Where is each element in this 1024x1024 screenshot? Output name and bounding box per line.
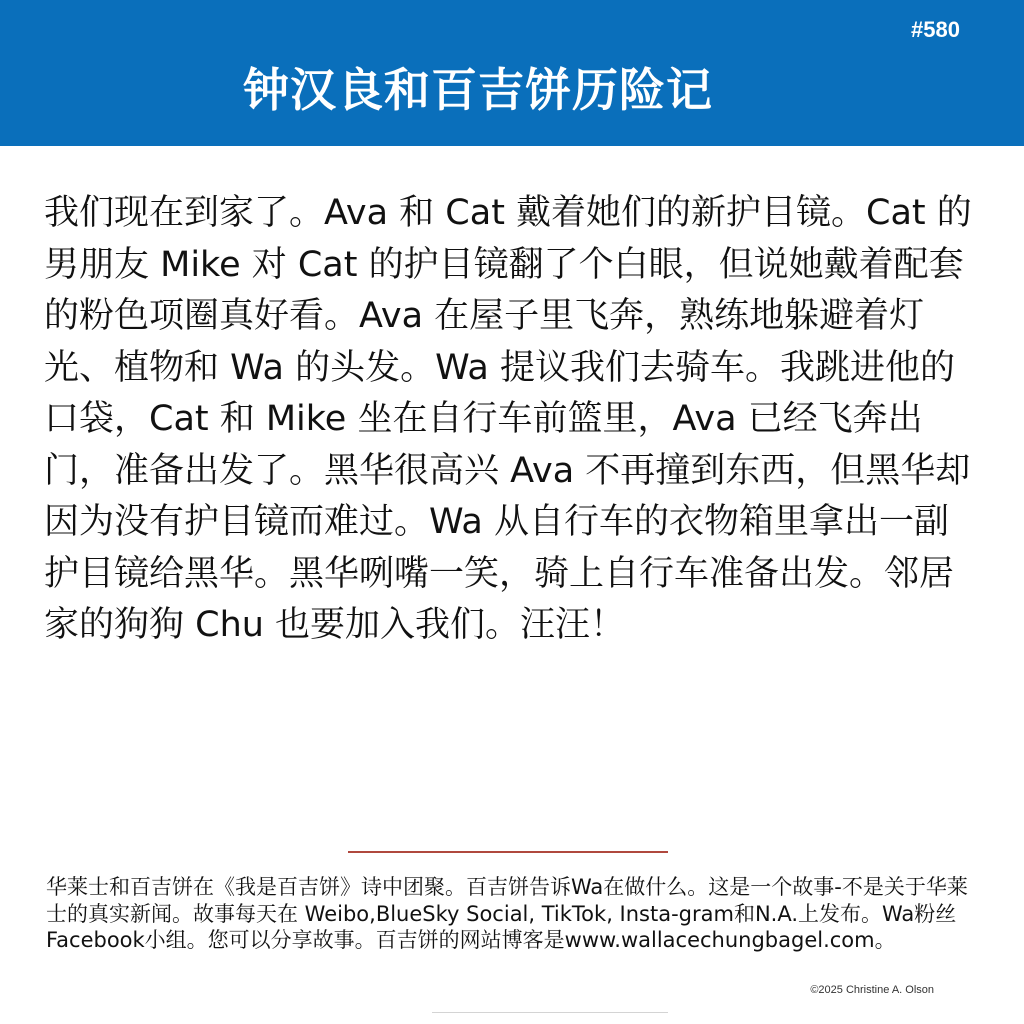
page-title: 钟汉良和百吉饼历险记	[243, 63, 713, 117]
bottom-divider	[432, 1012, 668, 1013]
header-banner	[0, 0, 1024, 146]
episode-number: #580	[911, 17, 960, 42]
story-text: 我们现在到家了。Ava 和 Cat 戴着她们的新护目镜。Cat 的男朋友 Mike 对 Cat 的护目镜翻了个白眼，但说她戴着配套的粉色项圈真好看。Ava 在屋子里飞奔，熟练地躲避着灯光、植物和 Wa 的头发。Wa 提议我们去骑车。我跳进他的口袋，Cat 和 Mike 坐在自行车前篮里，Ava 已经飞奔出门，准备出发了。黑华很高兴 Ava 不再撞到东西，但黑华却因为没有护目镜而难过。Wa 从自行车的衣物箱里拿出一副护目镜给黑华。黑华咧嘴一笑，骑上自行车准备出发。邻居家的狗狗 Chu 也要加入我们。汪汪！	[44, 193, 972, 645]
footer-note: 华莱士和百吉饼在《我是百吉饼》诗中团聚。百吉饼告诉Wa在做什么。这是一个故事-不是关于华莱士的真实新闻。故事每天在 Weibo,BlueSky Social, TikTok, Insta-gram和N.A.上发布。Wa粉丝Facebook小组。您可以分享故事。百吉饼的网站博客是www.wallacechungbagel.com。	[46, 875, 968, 952]
footer-divider	[348, 851, 668, 853]
copyright-notice: ©2025 Christine A. Olson	[810, 984, 934, 996]
